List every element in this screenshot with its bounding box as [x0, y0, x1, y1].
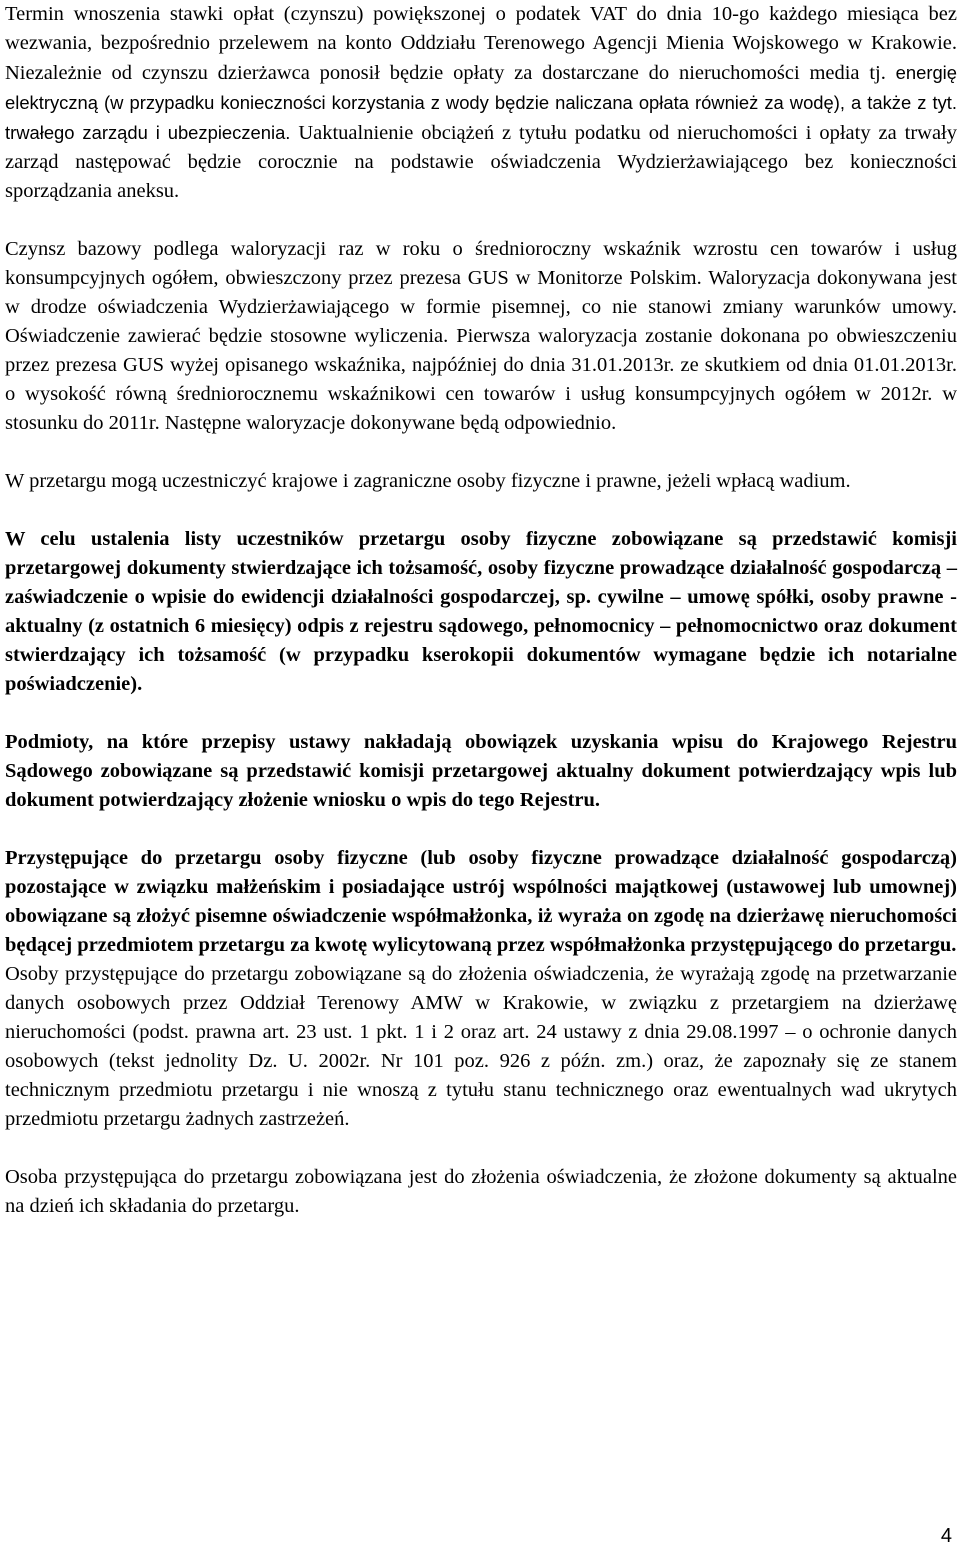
- paragraph-krs-registration: Podmioty, na które przepisy ustawy nakładają obowiązek uzyskania wpisu do Krajowego Rejestru Sądowego zobowiązane są przedstawić komisji przetargowej aktualny dokument potwierdzający wpis lub dokument potwierdzający złożenie wniosku o wpis do tego Rejestru.: [5, 731, 957, 811]
- paragraph-participants: W przetargu mogą uczestniczyć krajowe i zagraniczne osoby fizyczne i prawne, jeżeli wpłacą wadium.: [5, 470, 851, 492]
- paragraph-rent-terms: [5, 0, 957, 206]
- paragraph-spouse-consent: Przystępujące do przetargu osoby fizyczne (lub osoby fizyczne prowadzące działalność gospodarczą) pozostające w związku małżeńskim i posiadające ustrój wspólności majątkowej (ustawowej lub umownej) obowiązane są złożyć pisemne oświadczenie współmałżonka, iż wyraża on zgodę na dzierżawę nieruchomości będącej przedmiotem przetargu za kwotę wylicytowaną przez współmałżonka przystępującego do przetargu.: [5, 847, 957, 956]
- paragraph-data-processing: Osoby przystępujące do przetargu zobowiązane są do złożenia oświadczenia, że wyrażają zgodę na przetwarzanie danych osobowych przez Oddział Terenowy AMW w Krakowie, w związku z przetargiem na dzierżawę nieruchomości (podst. prawna art. 23 ust. 1 pkt. 1 i 2 oraz art. 24 ustawy z dnia 29.08.1997 – o ochronie danych osobowych (tekst jednolity Dz. U. 2002r. Nr 101 poz. 926 z późn. zm.) oraz, że zapoznały się ze stanem technicznym przedmiotu przetargu i nie wnoszą z tytułu stanu technicznego oraz ewentualnych wad ukrytych przedmiotu przetargu żadnych zastrzeżeń.: [5, 963, 957, 1130]
- media-charges-text: energię elektryczną (w przypadku konieczności korzystania z wody będzie naliczana opłata również za wodę), a także z tyt. trwałego zarządu i ubezpieczenia.: [5, 62, 957, 143]
- paragraph-document-validity: Osoba przystępująca do przetargu zobowiązana jest do złożenia oświadczenia, że złożone dokumenty są aktualne na dzień ich składania do przetargu.: [5, 1166, 957, 1217]
- paragraph-valorization: Czynsz bazowy podlega waloryzacji raz w roku o średnioroczny wskaźnik wzrostu cen towarów i usług konsumpcyjnych ogółem, obwieszczony przez prezesa GUS w Monitorze Polskim. Waloryzacja dokonywana jest w drodze oświadczenia Wydzierżawiającego w formie pisemnej, co nie stanowi zmiany warunków umowy. Oświadczenie zawierać będzie stosowne wyliczenia. Pierwsza waloryzacja zostanie dokonana po obwieszczeniu przez prezesa GUS wyżej opisanego wskaźnika, najpóźniej do dnia 31.01.2013r. ze skutkiem od dnia 01.01.2013r. o wysokość równą średniorocznemu wskaźnikowi cen towarów i usług konsumpcyjnych ogółem w 2012r. w stosunku do 2011r. Następne waloryzacje dokonywane będą odpowiednio.: [5, 238, 957, 434]
- tax-update-text: Uaktualnienie obciążeń z tytułu podatku od nieruchomości i opłaty za trwały zarząd następować będzie corocznie na podstawie oświadczenia Wydzierżawiającego bez konieczności sporządzania aneksu.: [5, 122, 957, 202]
- document-page: [5, 0, 957, 1221]
- paragraph-identity-documents: W celu ustalenia listy uczestników przetargu osoby fizyczne zobowiązane są przedstawić komisji przetargowej dokumenty stwierdzające ich tożsamość, osoby fizyczne prowadzące działalność gospodarczą – zaświadczenie o wpisie do ewidencji działalności gospodarczej, sp. cywilne – umowę spółki, osoby prawne - aktualny (z ostatnich 6 miesięcy) odpis z rejestru sądowego, pełnomocnicy – pełnomocnictwo oraz dokument stwierdzający ich tożsamość (w przypadku kserokopii dokumentów wymagane będzie ich notarialne poświadczenie).: [5, 528, 957, 695]
- page-number: 4: [940, 1525, 952, 1547]
- rent-terms-text: Termin wnoszenia stawki opłat (czynszu) powiększonej o podatek VAT do dnia 10-go każdego miesiąca bez wezwania, bezpośrednio przelewem na konto Oddziału Terenowego Agencji Mienia Wojskowego w Krakowie. Niezależnie od czynszu dzierżawca ponosił będzie opłaty za dostarczane do nieruchomości media tj.: [5, 3, 957, 84]
